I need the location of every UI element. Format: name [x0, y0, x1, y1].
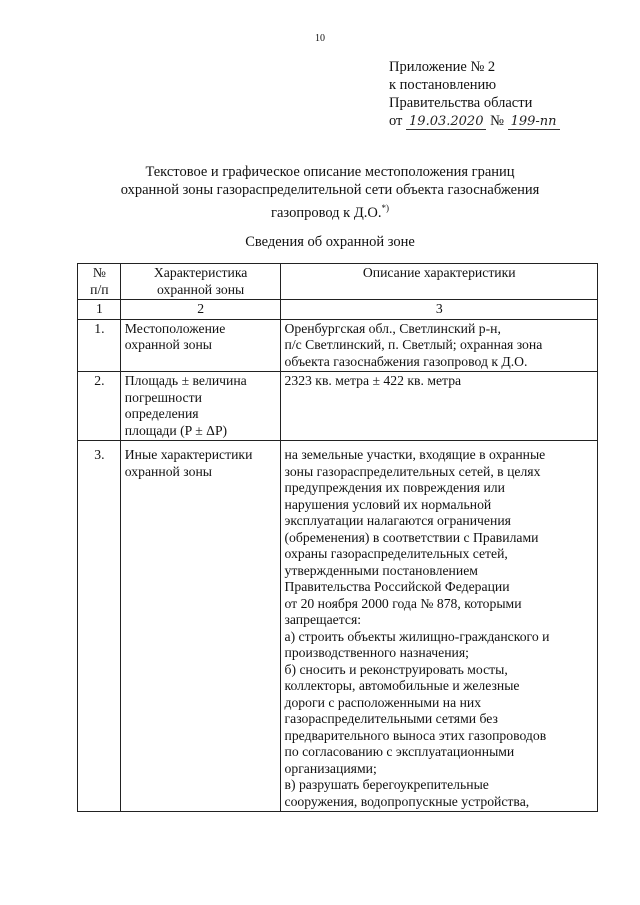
cell-text-line: Площадь ± величина: [124, 373, 247, 388]
cell-text-line: а) строить объекты жилищно-гражданского и: [284, 628, 550, 644]
appendix-date: 19.03.2020: [406, 114, 486, 130]
cell-text-line: запрещается:: [284, 612, 362, 627]
cell-text-line: Оренбургская обл., Светлинский р-н,: [284, 320, 501, 336]
cell-text-line: по согласованию с эксплуатационными: [284, 744, 515, 759]
cell-text-line: площади (P ± ΔP): [124, 422, 228, 438]
cell-text-line: предварительного выноса этих газопроводов: [284, 727, 547, 743]
row-number: 1.: [78, 319, 121, 372]
cell-text-line: определения: [124, 406, 199, 421]
row-number: 3.: [78, 441, 121, 812]
cell-text-line: организациями;: [284, 760, 377, 776]
cell-text-line: охранной зоны: [124, 463, 212, 479]
header-col-number: [78, 264, 121, 300]
row-characteristic: [120, 319, 280, 372]
appendix-line-2: к постановлению: [389, 77, 497, 93]
cell-text-line: п/п: [90, 281, 109, 297]
cell-text-line: предупреждения их повреждения или: [284, 480, 505, 495]
row-characteristic: [120, 441, 280, 812]
title-line-3: [100, 199, 560, 222]
appendix-date-prefix: от: [389, 113, 403, 129]
cell-text-line: на земельные участки, входящие в охранные: [284, 447, 546, 462]
table-row: [78, 441, 598, 812]
cell-text-line: Правительства Российской Федерации: [284, 579, 510, 594]
cell-text-line: дороги с расположенными на них: [284, 694, 482, 710]
table-row: [78, 372, 598, 441]
cell-text-line: утвержденными постановлением: [284, 562, 478, 578]
table-header-row: [78, 264, 598, 300]
cell-text-line: производственного назначения;: [284, 645, 469, 660]
cell-text-line: эксплуатации налагаются ограничения: [284, 513, 511, 528]
cell-text-line: Иные характеристики: [124, 447, 253, 462]
cell-text-line: Характеристика: [153, 265, 248, 280]
cell-text-line: 2323 кв. метра ± 422 кв. метра: [284, 373, 462, 388]
header-col-description: [280, 264, 598, 300]
cell-text-line: п/с Светлинский, п. Светлый; охранная зона: [284, 337, 543, 352]
cell-text-line: коллекторы, автомобильные и железные: [284, 678, 520, 693]
cell-text-line: нарушения условий их нормальной: [284, 496, 492, 512]
cell-text-line: погрешности: [124, 389, 202, 405]
cell-text-line: Описание характеристики: [362, 265, 516, 280]
appendix-line-3: Правительства области: [389, 95, 533, 111]
appendix-number: 199-пп: [508, 114, 560, 130]
table-column-number-row: [78, 300, 598, 320]
cell-text-line: от 20 ноября 2000 года № 878, которыми: [284, 595, 522, 611]
col-number-1: 1: [78, 300, 121, 320]
cell-text-line: объекта газоснабжения газопровод к Д.О.: [284, 353, 528, 369]
row-number: 2.: [78, 372, 121, 441]
row-description: [280, 441, 598, 812]
cell-text-line: №: [92, 265, 106, 280]
cell-text-line: в) разрушать берегоукрепительные: [284, 777, 489, 792]
title-line-1: Текстовое и графическое описание местоположения границ: [145, 164, 515, 180]
cell-text-line: газораспределительными сетями без: [284, 711, 498, 726]
table-row: [78, 319, 598, 372]
cell-text-line: Местоположение: [124, 320, 226, 336]
appendix-block: [389, 58, 560, 131]
title-line-3-text: газопровод к Д.О.: [271, 204, 382, 221]
appendix-line-1: Приложение № 2: [389, 59, 496, 75]
title-line-2: охранной зоны газораспределительной сети объекта газоснабжения: [120, 182, 540, 198]
row-description: [280, 319, 598, 372]
cell-text-line: охраны газораспределительных сетей,: [284, 546, 508, 561]
cell-text-line: (обременения) в соответствии с Правилами: [284, 529, 539, 545]
title-footnote-mark: *): [381, 203, 389, 213]
protection-zone-table: [77, 263, 598, 812]
page-number: 10: [315, 33, 325, 44]
row-characteristic: [120, 372, 280, 441]
header-col-characteristic: [120, 264, 280, 300]
col-number-2: 2: [120, 300, 280, 320]
document-title: [100, 163, 560, 222]
cell-text-line: зоны газораспределительных сетей, в целях: [284, 463, 541, 479]
row-description: [280, 372, 598, 441]
cell-text-line: сооружения, водопропускные устройства,: [284, 793, 530, 809]
section-subtitle: Сведения об охранной зоне: [245, 234, 415, 250]
appendix-number-sign: №: [490, 113, 504, 129]
appendix-line-4: [389, 112, 560, 131]
col-number-3: 3: [280, 300, 598, 320]
cell-text-line: охранной зоны: [157, 281, 245, 297]
cell-text-line: б) сносить и реконструировать мосты,: [284, 661, 508, 677]
cell-text-line: охранной зоны: [124, 337, 212, 352]
